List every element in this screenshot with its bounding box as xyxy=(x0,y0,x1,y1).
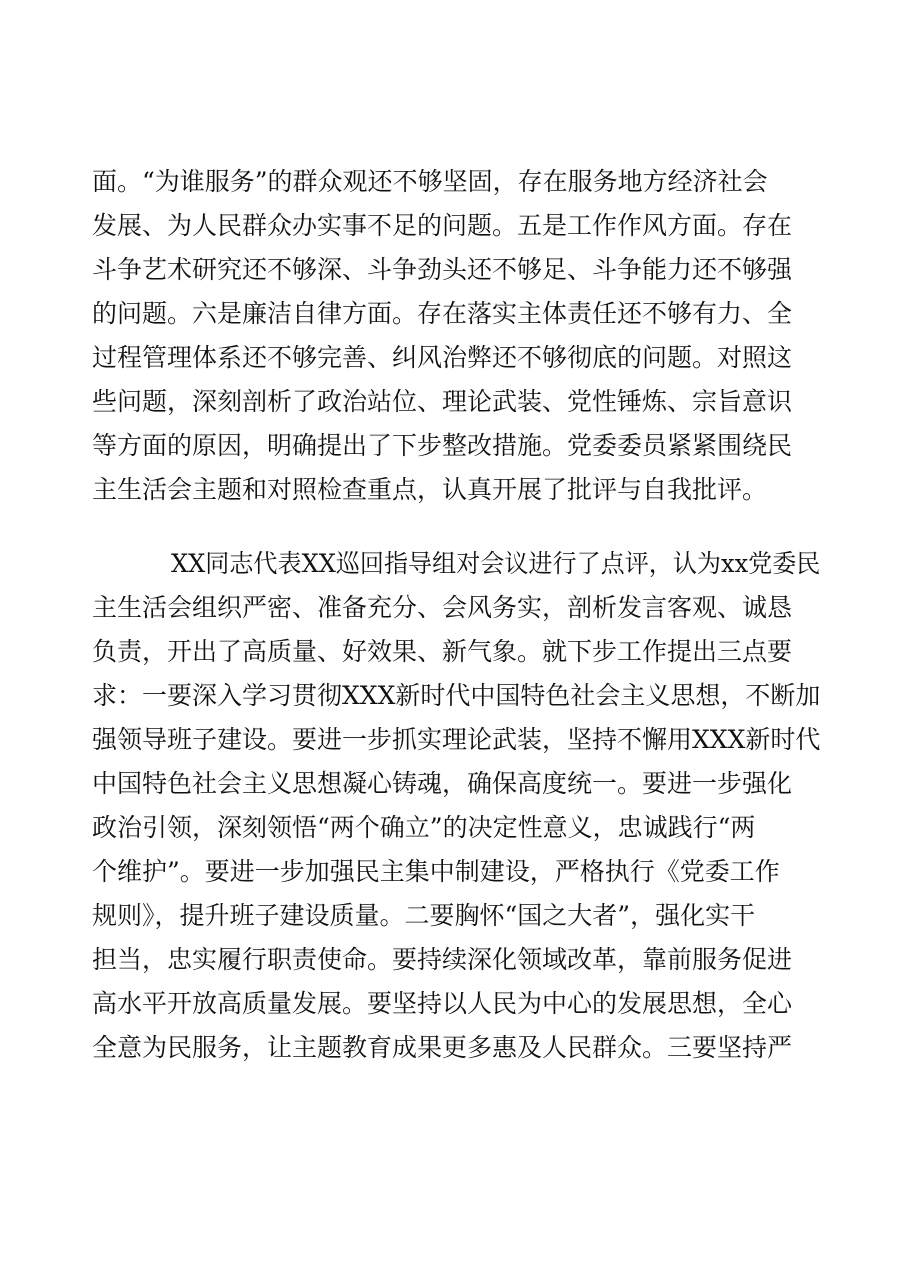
paragraph-2-line-7: 政治引领，深刻领悟“两个确立”的决定性意义，忠诚践行“两 xyxy=(92,813,756,842)
paragraph-2-line-11: 高水平开放高质量发展。要坚持以人民为中心的发展思想，全心 xyxy=(92,989,793,1018)
paragraph-1-line-6: 些问题，深刻剖析了政治站位、理论武装、党性锤炼、宗旨意识 xyxy=(92,387,793,416)
paragraph-2-line-8: 个维护”。要进一步加强民主集中制建设，严格执行《党委工作 xyxy=(92,857,780,886)
paragraph-1-line-7: 等方面的原因，明确提出了下步整改措施。党委委员紧紧围绕民 xyxy=(92,431,793,460)
paragraph-2-line-2: 主生活会组织严密、准备充分、会风务实，剖析发言客观、诚恳 xyxy=(92,593,793,622)
paragraph-2-line-9: 规则》，提升班子建设质量。二要胸怀“国之大者”，强化实干 xyxy=(92,901,756,930)
paragraph-1-line-8: 主生活会主题和对照检查重点，认真开展了批评与自我批评。 xyxy=(92,475,768,504)
paragraph-2-line-12: 全意为民服务，让主题教育成果更多惠及人民群众。三要坚持严 xyxy=(92,1033,793,1062)
paragraph-1-line-4: 的问题。六是廉洁自律方面。存在落实主体责任还不够有力、全 xyxy=(92,299,793,328)
paragraph-2-line-6: 中国特色社会主义思想凝心铸魂，确保高度统一。要进一步强化 xyxy=(92,769,793,798)
paragraph-2-line-10: 担当，忠实履行职责使命。要持续深化领域改革，靠前服务促进 xyxy=(92,945,793,974)
paragraph-1-line-5: 过程管理体系还不够完善、纠风治弊还不够彻底的问题。对照这 xyxy=(92,343,793,372)
paragraph-2-line-4: 求：一要深入学习贯彻XXX新时代中国特色社会主义思想，不断加 xyxy=(92,681,821,710)
paragraph-2-line-1: XX同志代表XX巡回指导组对会议进行了点评，认为xx党委民 xyxy=(171,549,821,578)
paragraph-1-line-1: 面。“为谁服务”的群众观还不够坚固，存在服务地方经济社会 xyxy=(92,167,768,196)
paragraph-1-line-3: 斗争艺术研究还不够深、斗争劲头还不够足、斗争能力还不够强 xyxy=(92,255,793,284)
paragraph-1-line-2: 发展、为人民群众办实事不足的问题。五是工作作风方面。存在 xyxy=(92,211,793,240)
paragraph-2-line-3: 负责，开出了高质量、好效果、新气象。就下步工作提出三点要 xyxy=(92,637,793,666)
paragraph-2-line-5: 强领导班子建设。要进一步抓实理论武装，坚持不懈用XXX新时代 xyxy=(92,725,821,754)
